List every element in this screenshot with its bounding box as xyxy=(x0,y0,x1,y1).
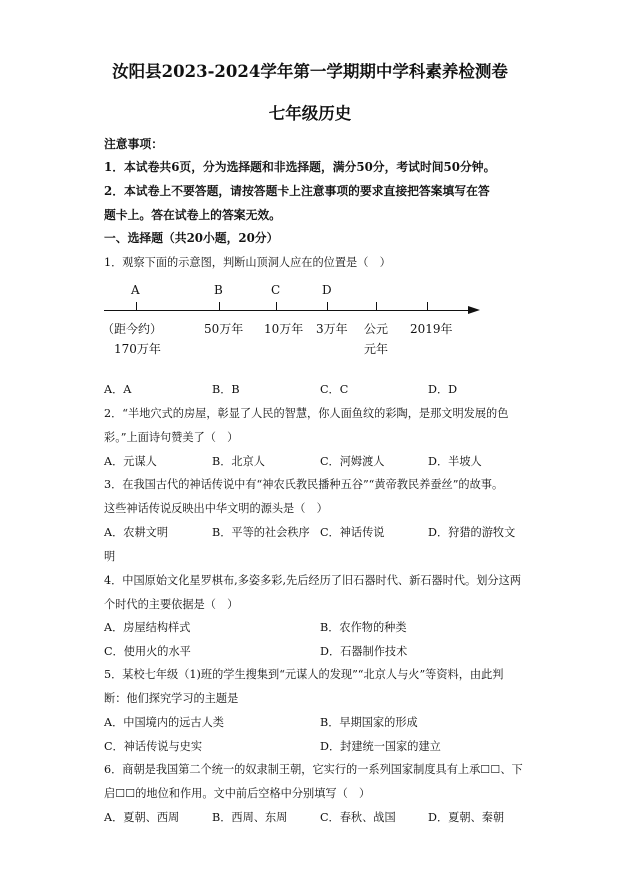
question-stem: 2．“半地穴式的房屋，彰显了人民的智慧，你人面鱼纹的彩陶，是那文明发展的色 xyxy=(104,407,509,420)
section-heading: 一、选择题（共20小题，20分） xyxy=(104,231,279,245)
timeline-letter: A xyxy=(131,283,140,297)
option-b: B．农作物的种类 xyxy=(320,621,407,634)
question-stem: 6．商朝是我国第二个统一的奴隶制王朝，它实行的一系列国家制度具有上承☐☐、下 xyxy=(104,763,523,776)
option-d: D．封建统一国家的建立 xyxy=(320,740,441,753)
timeline-tick xyxy=(427,302,428,311)
timeline-tick xyxy=(327,302,328,311)
timeline-label: 2019年 xyxy=(410,322,453,336)
option-a: A．A xyxy=(104,383,132,396)
question-stem: 5．某校七年级（1)班的学生搜集到“元谋人的发现”“北京人与火”等资料，由此判 xyxy=(104,668,504,681)
option-d: D．石器制作技术 xyxy=(320,645,408,658)
option-c: C．使用火的水平 xyxy=(104,645,191,658)
question-stem: 断：他们探究学习的主题是 xyxy=(104,692,239,705)
option-b: B．平等的社会秩序 xyxy=(212,526,310,539)
option-d: D．夏朝、秦朝 xyxy=(428,811,505,824)
question-stem: 彩。”上面诗句赞美了（ ） xyxy=(104,431,239,444)
timeline-arrow xyxy=(468,306,480,314)
timeline-tick xyxy=(276,302,277,311)
timeline-tick xyxy=(219,302,220,311)
option-d: D．狩猎的游牧文 xyxy=(428,526,516,539)
option-b: B．西周、东周 xyxy=(212,811,288,824)
timeline-label: 170万年 xyxy=(114,342,161,356)
timeline-label: 公元 xyxy=(364,322,389,336)
question-stem: 1．观察下面的示意图，判断山顶洞人应在的位置是（ ） xyxy=(104,256,391,269)
question-stem: 4．中国原始文化星罗棋布,多姿多彩,先后经历了旧石器时代、新石器时代。划分这两 xyxy=(104,574,521,587)
timeline-letter: C xyxy=(271,283,281,297)
option-d: D．半坡人 xyxy=(428,455,482,468)
option-a: A．房屋结构样式 xyxy=(104,621,191,634)
option-b: B．B xyxy=(212,383,240,396)
option-b: B．北京人 xyxy=(212,455,265,468)
option-c: C．神话传说与史实 xyxy=(104,740,203,753)
timeline-diagram xyxy=(100,280,500,360)
question-stem: 启☐☐的地位和作用。文中前后空格中分别填写（ ） xyxy=(104,787,371,800)
timeline-tick xyxy=(376,302,377,311)
option-a: A．中国境内的远古人类 xyxy=(104,716,224,729)
timeline-label: 元年 xyxy=(364,342,389,356)
note-item: 2．本试卷上不要答题，请按答题卡上注意事项的要求直接把答案填写在答 xyxy=(104,184,490,198)
note-item: 题卡上。答在试卷上的答案无效。 xyxy=(104,208,281,222)
timeline-label: （距今约） xyxy=(102,322,163,336)
option-a: A．农耕文明 xyxy=(104,526,169,539)
timeline-label: 3万年 xyxy=(316,322,348,336)
note-item: 1．本试卷共6页，分为选择题和非选择题，满分50分，考试时间50分钟。 xyxy=(104,160,496,174)
question-stem: 3．在我国古代的神话传说中有“神农氏教民播种五谷”“黄帝教民养蚕丝”的故事。 xyxy=(104,478,504,491)
exam-title: 汝阳县2023-2024学年第一学期期中学科素养检测卷 xyxy=(112,62,508,81)
option-d: D．D xyxy=(428,383,458,396)
option-c: C．河姆渡人 xyxy=(320,455,385,468)
option-c: C．春秋、战国 xyxy=(320,811,396,824)
option-continuation: 明 xyxy=(104,550,116,563)
timeline-label: 10万年 xyxy=(264,322,304,336)
timeline-label: 50万年 xyxy=(204,322,244,336)
timeline-letter: B xyxy=(214,283,223,297)
option-a: A．夏朝、西周 xyxy=(104,811,180,824)
option-b: B．早期国家的形成 xyxy=(320,716,418,729)
question-stem: 个时代的主要依据是（ ） xyxy=(104,598,239,611)
notes-heading: 注意事项： xyxy=(104,137,163,151)
timeline-tick xyxy=(136,302,137,311)
question-stem: 这些神话传说反映出中华文明的源头是（ ） xyxy=(104,502,328,515)
timeline-letter: D xyxy=(322,283,332,297)
option-a: A．元谋人 xyxy=(104,455,157,468)
option-c: C．神话传说 xyxy=(320,526,385,539)
exam-subtitle: 七年级历史 xyxy=(268,104,352,123)
option-c: C．C xyxy=(320,383,349,396)
timeline-axis xyxy=(104,310,472,311)
